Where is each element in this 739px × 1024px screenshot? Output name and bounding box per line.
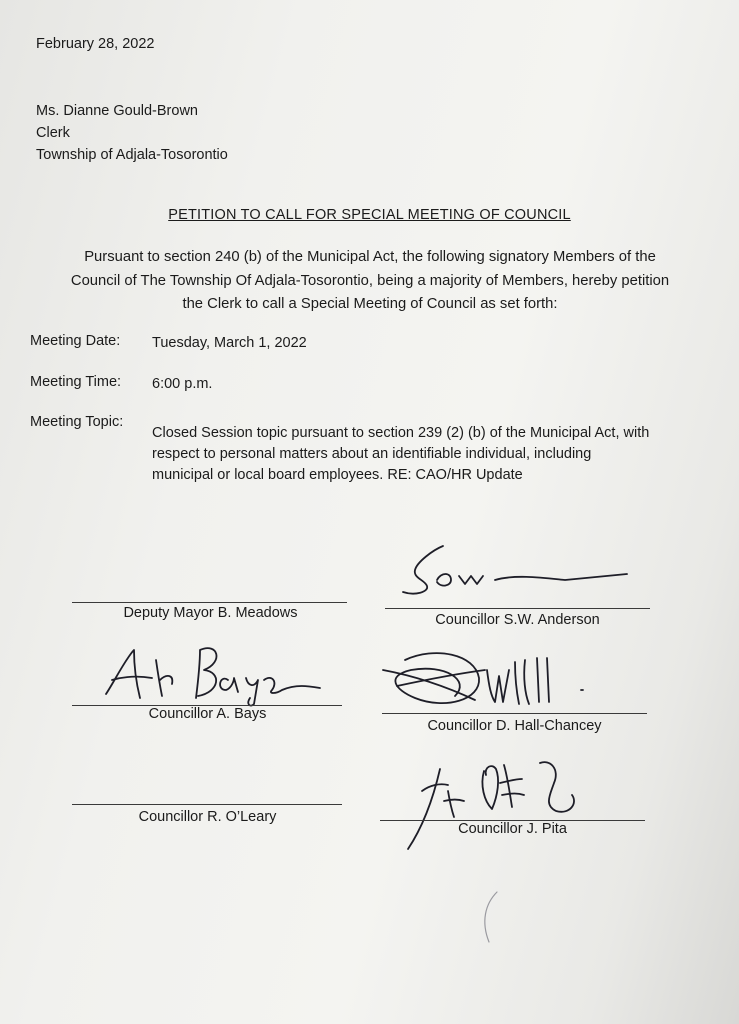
- topic-line: respect to personal matters about an identifiable individual, including: [152, 446, 592, 462]
- intro-line: Council of The Township Of Adjala-Tosorontio, being a majority of Members, hereby petition: [70, 272, 670, 289]
- signature-anderson: [395, 540, 635, 600]
- signatory-name: Deputy Mayor B. Meadows: [123, 605, 298, 621]
- signature-hall-chancey: [375, 640, 615, 720]
- signatory-name: Councillor S.W. Anderson: [435, 612, 600, 628]
- meeting-time-label: Meeting Time:: [30, 374, 122, 390]
- signatory-name: Councillor R. O’Leary: [138, 809, 277, 825]
- meeting-topic-label: Meeting Topic:: [30, 414, 124, 430]
- signatory-name: Councillor J. Pita: [458, 821, 567, 837]
- meeting-date-label: Meeting Date:: [30, 333, 121, 349]
- signature-line: [72, 602, 347, 603]
- recipient-address: [36, 100, 228, 166]
- signature-bays: [100, 640, 330, 710]
- recipient-organization: Township of Adjala-Tosorontio: [36, 147, 228, 163]
- letter-date: February 28, 2022: [36, 36, 155, 52]
- signature-line: [72, 804, 342, 805]
- intro-line: Pursuant to section 240 (b) of the Municipal Act, the following signatory Members of the: [84, 249, 656, 265]
- topic-line: municipal or local board employees. RE: CAO/HR Update: [152, 467, 523, 483]
- recipient-name: Ms. Dianne Gould-Brown: [36, 103, 198, 119]
- signature-line: [382, 713, 647, 714]
- signatory-name: Councillor A. Bays: [148, 706, 267, 722]
- meeting-date-value: Tuesday, March 1, 2022: [152, 335, 307, 351]
- signature-line: [385, 608, 650, 609]
- signatory-name: Councillor D. Hall-Chancey: [427, 718, 602, 734]
- signature-pita: [400, 755, 590, 855]
- meeting-time-value: 6:00 p.m.: [152, 376, 213, 392]
- meeting-topic-text: [152, 423, 649, 486]
- petition-heading: PETITION TO CALL FOR SPECIAL MEETING OF COUNCIL: [168, 207, 571, 223]
- recipient-title: Clerk: [36, 125, 70, 141]
- pen-mark: [475, 888, 505, 948]
- intro-paragraph: [20, 246, 720, 317]
- topic-line: Closed Session topic pursuant to section 239 (2) (b) of the Municipal Act, with: [152, 425, 650, 441]
- intro-line: the Clerk to call a Special Meeting of Council as set forth:: [182, 296, 558, 312]
